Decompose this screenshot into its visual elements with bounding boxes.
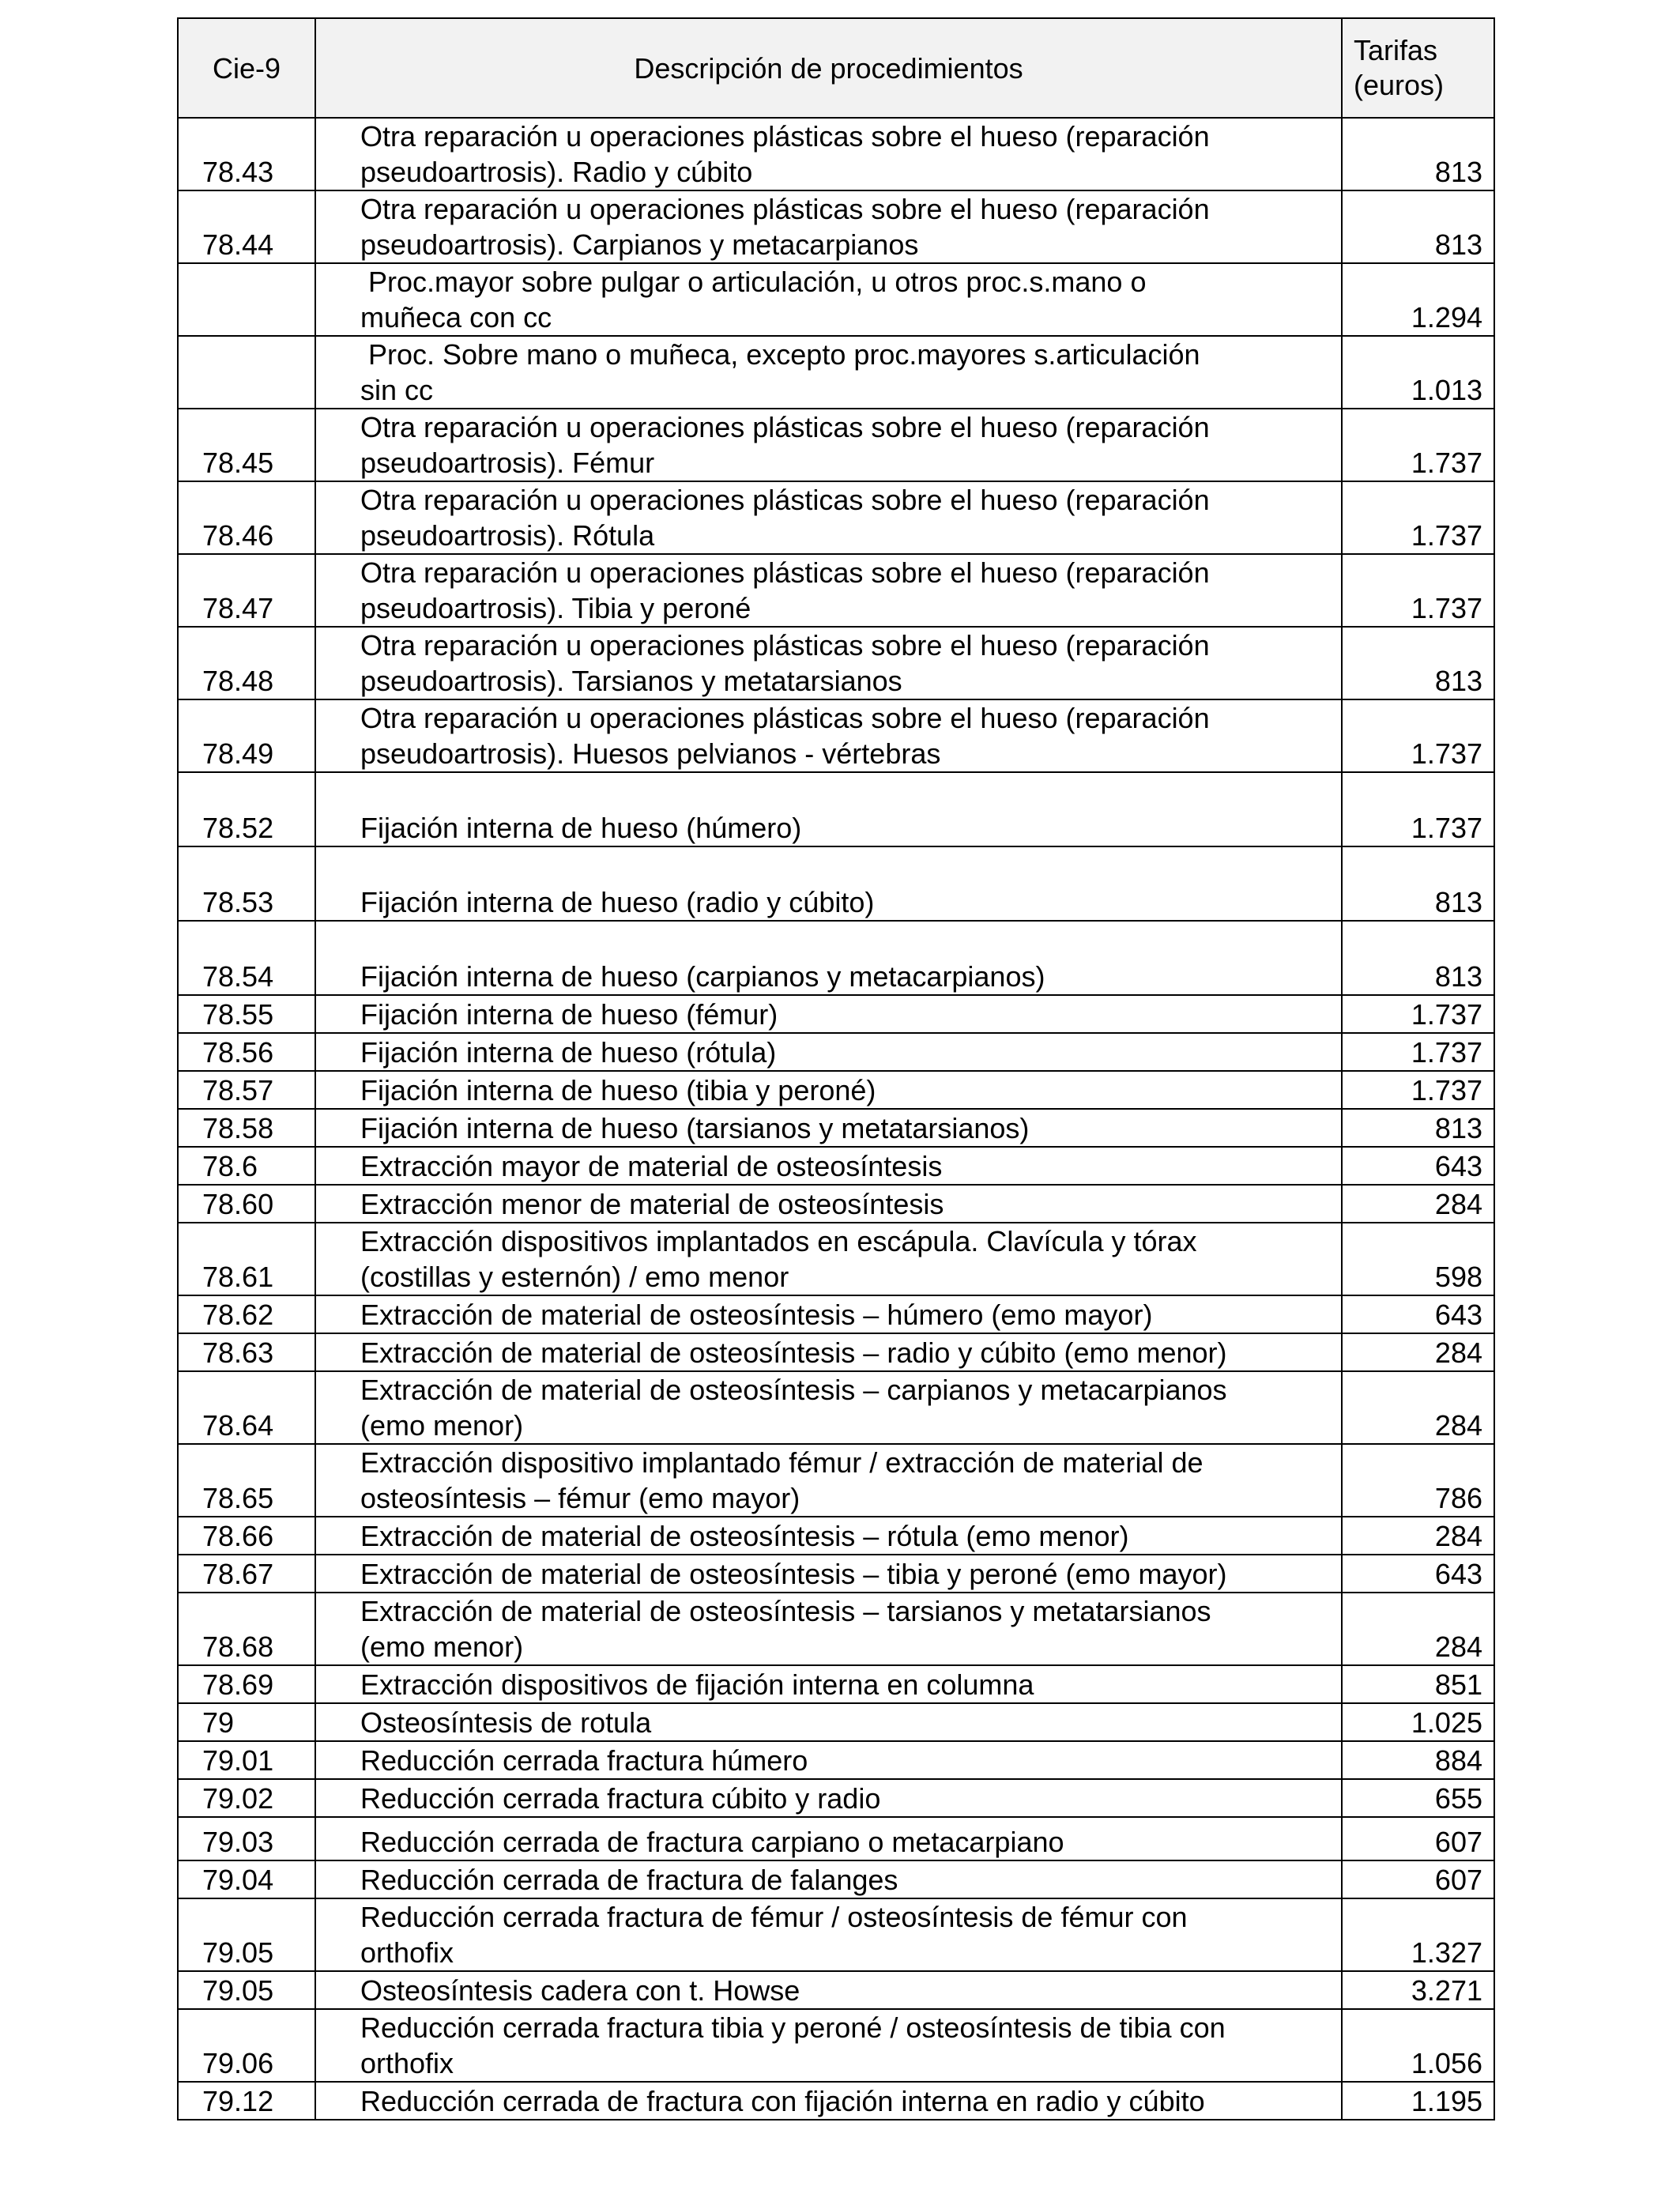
table-row: [178, 1517, 1494, 1555]
cell-description: [315, 2009, 1342, 2082]
cell-description-line1: Extracción de material de osteosíntesis – tarsianos y metatarsianos: [360, 1595, 1211, 1627]
cell-code: 78.46: [178, 481, 315, 554]
cell-price: 786: [1342, 1444, 1494, 1517]
cell-price: 813: [1342, 846, 1494, 921]
table-row: [178, 1371, 1494, 1444]
procedures-table: [177, 17, 1495, 2120]
cell-price: 1.025: [1342, 1703, 1494, 1741]
table-row: [178, 336, 1494, 409]
cell-description: [315, 263, 1342, 336]
cell-price: 1.294: [1342, 263, 1494, 336]
cell-description-line1: Otra reparación u operaciones plásticas sobre el hueso (reparación: [360, 702, 1210, 734]
cell-price: 284: [1342, 1333, 1494, 1371]
cell-code: 79.04: [178, 1860, 315, 1898]
cell-price: 813: [1342, 190, 1494, 263]
cell-code: 78.67: [178, 1555, 315, 1593]
cell-description: Fijación interna de hueso (rótula): [315, 1033, 1342, 1071]
cell-code: 79.01: [178, 1741, 315, 1779]
table-row: [178, 1703, 1494, 1741]
cell-code: 78.49: [178, 699, 315, 772]
cell-description: [315, 409, 1342, 481]
cell-description-line2: pseudoartrosis). Fémur: [360, 447, 655, 479]
cell-price: 1.056: [1342, 2009, 1494, 2082]
cell-code: 79.05: [178, 1971, 315, 2009]
cell-description: Reducción cerrada fractura cúbito y radio: [315, 1779, 1342, 1817]
header-price-line1: Tarifas: [1354, 34, 1438, 66]
cell-code: [178, 336, 315, 409]
cell-code: 79.03: [178, 1817, 315, 1860]
cell-description: Osteosíntesis de rotula: [315, 1703, 1342, 1741]
table-row: [178, 1555, 1494, 1593]
cell-description-line2: orthofix: [360, 2047, 454, 2079]
cell-code: 78.57: [178, 1071, 315, 1109]
cell-code: 78.65: [178, 1444, 315, 1517]
table-row: [178, 1147, 1494, 1185]
cell-description-line2: pseudoartrosis). Rótula: [360, 519, 655, 552]
cell-description: Extracción de material de osteosíntesis – radio y cúbito (emo menor): [315, 1333, 1342, 1371]
cell-description-line2: sin cc: [360, 374, 434, 406]
cell-description-line1: Otra reparación u operaciones plásticas sobre el hueso (reparación: [360, 629, 1210, 662]
cell-description-line1: Otra reparación u operaciones plásticas sobre el hueso (reparación: [360, 193, 1210, 225]
cell-description: Extracción de material de osteosíntesis – rótula (emo menor): [315, 1517, 1342, 1555]
table-row: [178, 263, 1494, 336]
cell-price: 813: [1342, 118, 1494, 190]
cell-description: Extracción menor de material de osteosíntesis: [315, 1185, 1342, 1223]
cell-description: [315, 481, 1342, 554]
cell-description: Osteosíntesis cadera con t. Howse: [315, 1971, 1342, 2009]
table-row: [178, 2082, 1494, 2120]
cell-code: 78.66: [178, 1517, 315, 1555]
table-header-row: [178, 18, 1494, 118]
cell-description: [315, 1223, 1342, 1295]
cell-price: 607: [1342, 1860, 1494, 1898]
cell-description-line2: osteosíntesis – fémur (emo mayor): [360, 1482, 800, 1514]
table-row: [178, 1665, 1494, 1703]
table-row: [178, 995, 1494, 1033]
cell-description: Fijación interna de hueso (radio y cúbito): [315, 846, 1342, 921]
cell-description: Extracción de material de osteosíntesis – húmero (emo mayor): [315, 1295, 1342, 1333]
header-code: Cie-9: [178, 18, 315, 118]
cell-description-line2: pseudoartrosis). Tarsianos y metatarsianos: [360, 665, 902, 697]
header-description: Descripción de procedimientos: [315, 18, 1342, 118]
cell-description-line1: Proc.mayor sobre pulgar o articulación, u otros proc.s.mano o: [368, 266, 1147, 298]
cell-description: Fijación interna de hueso (tibia y peroné): [315, 1071, 1342, 1109]
cell-description: Fijación interna de hueso (fémur): [315, 995, 1342, 1033]
table-row: [178, 1223, 1494, 1295]
cell-code: 78.68: [178, 1593, 315, 1665]
cell-price: 643: [1342, 1295, 1494, 1333]
cell-description-line2: muñeca con cc: [360, 301, 552, 334]
cell-description-line2: (emo menor): [360, 1409, 524, 1442]
table-row: [178, 1109, 1494, 1147]
table-row: [178, 481, 1494, 554]
table-row: [178, 772, 1494, 846]
cell-code: 78.44: [178, 190, 315, 263]
cell-description-line2: pseudoartrosis). Tibia y peroné: [360, 592, 751, 624]
cell-code: 78.48: [178, 627, 315, 699]
cell-description-line1: Extracción dispositivos implantados en escápula. Clavícula y tórax: [360, 1225, 1197, 1257]
cell-price: 851: [1342, 1665, 1494, 1703]
cell-description-line1: Otra reparación u operaciones plásticas sobre el hueso (reparación: [360, 411, 1210, 443]
cell-code: 78.58: [178, 1109, 315, 1147]
cell-description-line2: (emo menor): [360, 1630, 524, 1663]
cell-description-line1: Proc. Sobre mano o muñeca, excepto proc.mayores s.articulación: [368, 338, 1200, 371]
table-row: [178, 1971, 1494, 2009]
table-row: [178, 1033, 1494, 1071]
cell-price: 643: [1342, 1147, 1494, 1185]
cell-description: Reducción cerrada de fractura carpiano o metacarpiano: [315, 1817, 1342, 1860]
cell-price: 655: [1342, 1779, 1494, 1817]
page: [177, 17, 1495, 2120]
table-row: [178, 1295, 1494, 1333]
table-row: [178, 554, 1494, 627]
cell-description-line1: Reducción cerrada fractura de fémur / osteosíntesis de fémur con: [360, 1901, 1188, 1933]
cell-description: Reducción cerrada de fractura con fijación interna en radio y cúbito: [315, 2082, 1342, 2120]
cell-price: 284: [1342, 1371, 1494, 1444]
cell-description-line2: orthofix: [360, 1936, 454, 1969]
cell-code: 78.45: [178, 409, 315, 481]
table-row: [178, 1817, 1494, 1860]
cell-description-line1: Extracción de material de osteosíntesis – carpianos y metacarpianos: [360, 1374, 1227, 1406]
cell-code: 78.69: [178, 1665, 315, 1703]
cell-code: 79.02: [178, 1779, 315, 1817]
cell-code: 79.05: [178, 1898, 315, 1971]
cell-price: 643: [1342, 1555, 1494, 1593]
cell-description: Fijación interna de hueso (húmero): [315, 772, 1342, 846]
cell-code: 78.64: [178, 1371, 315, 1444]
cell-code: 78.62: [178, 1295, 315, 1333]
cell-price: 3.271: [1342, 1971, 1494, 2009]
cell-description: Reducción cerrada de fractura de falanges: [315, 1860, 1342, 1898]
cell-price: 813: [1342, 1109, 1494, 1147]
cell-description-line1: Reducción cerrada fractura tibia y peroné / osteosíntesis de tibia con: [360, 2011, 1226, 2044]
cell-description-line2: (costillas y esternón) / emo menor: [360, 1261, 789, 1293]
cell-price: 598: [1342, 1223, 1494, 1295]
cell-description: [315, 190, 1342, 263]
cell-code: 78.52: [178, 772, 315, 846]
cell-price: 884: [1342, 1741, 1494, 1779]
header-price: [1342, 18, 1494, 118]
table-row: [178, 699, 1494, 772]
table-row: [178, 627, 1494, 699]
table-row: [178, 1593, 1494, 1665]
table-row: [178, 1444, 1494, 1517]
cell-price: 1.195: [1342, 2082, 1494, 2120]
cell-price: 1.327: [1342, 1898, 1494, 1971]
cell-description-line2: pseudoartrosis). Huesos pelvianos - vértebras: [360, 737, 941, 770]
cell-description-line1: Extracción dispositivo implantado fémur / extracción de material de: [360, 1446, 1203, 1479]
cell-description: [315, 336, 1342, 409]
cell-code: 79.06: [178, 2009, 315, 2082]
cell-price: 1.737: [1342, 699, 1494, 772]
cell-price: 1.737: [1342, 995, 1494, 1033]
table-row: [178, 1333, 1494, 1371]
header-price-line2: (euros): [1354, 69, 1445, 101]
table-row: [178, 1860, 1494, 1898]
cell-price: 607: [1342, 1817, 1494, 1860]
table-row: [178, 1741, 1494, 1779]
cell-price: 1.737: [1342, 772, 1494, 846]
cell-description: Fijación interna de hueso (tarsianos y metatarsianos): [315, 1109, 1342, 1147]
cell-code: 78.53: [178, 846, 315, 921]
table-row: [178, 846, 1494, 921]
cell-price: 1.737: [1342, 481, 1494, 554]
cell-price: 813: [1342, 921, 1494, 995]
table-row: [178, 409, 1494, 481]
cell-price: 284: [1342, 1185, 1494, 1223]
cell-price: 284: [1342, 1593, 1494, 1665]
cell-code: 78.43: [178, 118, 315, 190]
table-row: [178, 1185, 1494, 1223]
cell-description: [315, 699, 1342, 772]
cell-description-line2: pseudoartrosis). Carpianos y metacarpianos: [360, 228, 919, 261]
cell-description-line1: Otra reparación u operaciones plásticas sobre el hueso (reparación: [360, 484, 1210, 516]
cell-description-line1: Otra reparación u operaciones plásticas sobre el hueso (reparación: [360, 556, 1210, 589]
cell-description: [315, 1444, 1342, 1517]
cell-description: [315, 118, 1342, 190]
cell-description: [315, 1593, 1342, 1665]
cell-code: 78.47: [178, 554, 315, 627]
cell-price: 1.737: [1342, 1071, 1494, 1109]
cell-code: 78.63: [178, 1333, 315, 1371]
cell-code: 78.6: [178, 1147, 315, 1185]
cell-code: 78.55: [178, 995, 315, 1033]
cell-description: Reducción cerrada fractura húmero: [315, 1741, 1342, 1779]
cell-description: [315, 554, 1342, 627]
cell-description: Extracción de material de osteosíntesis – tibia y peroné (emo mayor): [315, 1555, 1342, 1593]
cell-description: Fijación interna de hueso (carpianos y metacarpianos): [315, 921, 1342, 995]
cell-description: Extracción dispositivos de fijación interna en columna: [315, 1665, 1342, 1703]
cell-price: 1.737: [1342, 1033, 1494, 1071]
table-row: [178, 118, 1494, 190]
cell-code: 78.56: [178, 1033, 315, 1071]
table-row: [178, 921, 1494, 995]
cell-code: 79: [178, 1703, 315, 1741]
table-row: [178, 190, 1494, 263]
table-row: [178, 2009, 1494, 2082]
table-row: [178, 1898, 1494, 1971]
cell-description: [315, 1371, 1342, 1444]
cell-price: 284: [1342, 1517, 1494, 1555]
table-row: [178, 1779, 1494, 1817]
cell-price: 1.737: [1342, 409, 1494, 481]
cell-price: 813: [1342, 627, 1494, 699]
cell-description-line2: pseudoartrosis). Radio y cúbito: [360, 156, 753, 188]
cell-code: [178, 263, 315, 336]
cell-code: 78.54: [178, 921, 315, 995]
table-row: [178, 1071, 1494, 1109]
cell-price: 1.013: [1342, 336, 1494, 409]
cell-code: 78.60: [178, 1185, 315, 1223]
cell-code: 79.12: [178, 2082, 315, 2120]
cell-description: [315, 627, 1342, 699]
cell-description: [315, 1898, 1342, 1971]
cell-price: 1.737: [1342, 554, 1494, 627]
cell-description: Extracción mayor de material de osteosíntesis: [315, 1147, 1342, 1185]
cell-code: 78.61: [178, 1223, 315, 1295]
cell-description-line1: Otra reparación u operaciones plásticas sobre el hueso (reparación: [360, 120, 1210, 153]
